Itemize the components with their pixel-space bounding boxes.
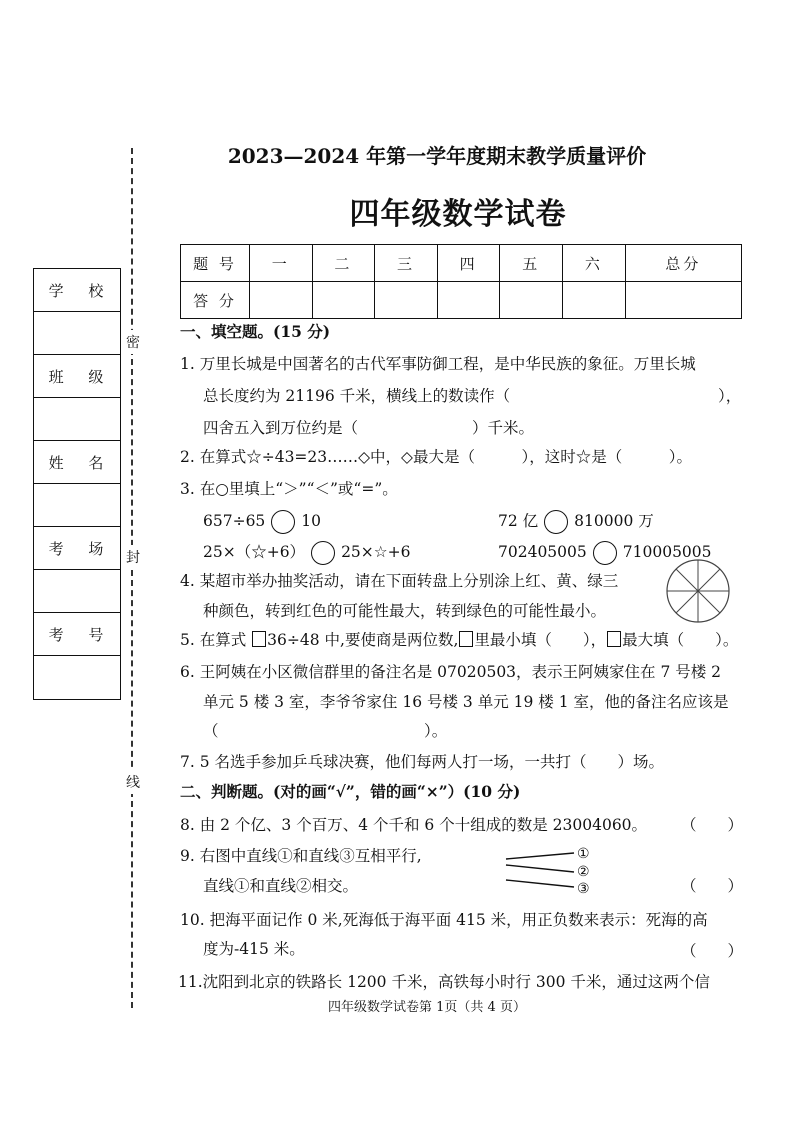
- score-header-cell: 二: [312, 245, 375, 282]
- q5-part1: 5. 在算式: [180, 631, 247, 649]
- q3-left-b: 72 亿: [498, 512, 539, 530]
- section1-heading: 一、填空题。(15 分): [180, 322, 331, 341]
- q3-left-d: 702405005: [498, 543, 587, 561]
- compare-circle[interactable]: [271, 510, 295, 534]
- spinner-wheel[interactable]: [660, 558, 736, 624]
- score-cell[interactable]: [500, 282, 563, 319]
- line-label-1: ①: [577, 846, 590, 862]
- q5-part4: 最大填（ ）。: [622, 631, 739, 649]
- blank-square[interactable]: [607, 631, 621, 647]
- q1-line2-close: ），: [718, 387, 742, 405]
- score-cell[interactable]: [437, 282, 500, 319]
- q3-item-c: [203, 541, 411, 565]
- q3: 3. 在○里填上“＞”“＜”或“=”。: [180, 480, 398, 498]
- parallel-lines-figure: [500, 843, 576, 895]
- q7: 7. 5 名选手参加乒乓球决赛，他们每两人打一场，一共打（ ）场。: [180, 753, 665, 771]
- student-info-box: [33, 268, 121, 700]
- score-cell[interactable]: [250, 282, 313, 319]
- class-field[interactable]: [34, 398, 120, 441]
- seal-word-xian: 线: [126, 770, 140, 794]
- q8: 8. 由 2 个亿、3 个百万、4 个千和 6 个十组成的数是 23004060。: [180, 816, 648, 834]
- page-footer: 四年级数学试卷第 1页（共 4 页）: [328, 1000, 526, 1015]
- section2-heading: 二、判断题。(对的画“√”，错的画“×”）(10 分): [180, 782, 521, 801]
- score-cell[interactable]: [312, 282, 375, 319]
- seal-word-mi: 密: [126, 330, 140, 354]
- score-table-header-row: [181, 245, 742, 282]
- q3-item-b: [498, 510, 654, 534]
- score-header-cell: 三: [375, 245, 438, 282]
- exam-room-label: 考 场: [34, 527, 120, 570]
- q3-left-c: 25×（☆+6）: [203, 543, 306, 561]
- compare-circle[interactable]: [544, 510, 568, 534]
- q8-answer-paren[interactable]: （ ）: [681, 816, 744, 834]
- score-header-cell: 五: [500, 245, 563, 282]
- class-label: 班 级: [34, 355, 120, 398]
- exam-number-field[interactable]: [34, 656, 120, 699]
- exam-title: 2023—2024 年第一学年度期末教学质量评价: [227, 144, 647, 168]
- q3-item-a: [203, 510, 321, 534]
- q9-line1: 9. 右图中直线①和直线③互相平行,: [180, 847, 422, 865]
- score-header-cell: 四: [437, 245, 500, 282]
- blank-square[interactable]: [252, 631, 266, 647]
- score-cell[interactable]: [375, 282, 438, 319]
- q3-right-c: 25×☆+6: [341, 543, 411, 561]
- line-label-3: ③: [577, 881, 590, 897]
- q10-line1: 10. 把海平面记作 0 米,死海低于海平面 415 米，用正负数来表示：死海的高: [180, 911, 708, 929]
- q3-right-a: 10: [301, 512, 322, 530]
- name-field[interactable]: [34, 484, 120, 527]
- q6-line2: 单元 5 楼 3 室，李爷爷家住 16 号楼 3 单元 19 楼 1 室，他的备注名应该是: [203, 693, 729, 711]
- score-header-cell: 一: [250, 245, 313, 282]
- school-field[interactable]: [34, 312, 120, 355]
- q1-line3-close: ）千米。: [472, 419, 535, 437]
- school-label: 学 校: [34, 269, 120, 312]
- q10-line2: 度为-415 米。: [203, 940, 305, 958]
- q6-line3-close: ）。: [424, 722, 448, 740]
- score-header-cell: 六: [563, 245, 626, 282]
- q3-right-d: 710005005: [622, 543, 712, 561]
- q4-line2: 种颜色，转到红色的可能性最大，转到绿色的可能性最小。: [203, 602, 607, 620]
- q1-line3: 四舍五入到万位约是（: [203, 419, 359, 437]
- score-header-cell: 总分: [625, 245, 741, 282]
- q4-line1: 4. 某超市举办抽奖活动，请在下面转盘上分别涂上红、黄、绿三: [180, 572, 619, 590]
- q3-right-b: 810000 万: [574, 512, 654, 530]
- q9-answer-paren[interactable]: （ ）: [681, 877, 744, 895]
- seal-word-feng: 封: [126, 545, 140, 569]
- score-table: [180, 244, 742, 319]
- score-cell[interactable]: [625, 282, 741, 319]
- exam-room-field[interactable]: [34, 570, 120, 613]
- compare-circle[interactable]: [311, 541, 335, 565]
- compare-circle[interactable]: [593, 541, 617, 565]
- score-header-cell: 题 号: [181, 245, 250, 282]
- line-label-2: ②: [577, 864, 590, 880]
- q5-part3: 里最小填（ ），: [474, 631, 607, 649]
- q1-line1: 1. 万里长城是中国著名的古代军事防御工程，是中华民族的象征。万里长城: [180, 355, 696, 373]
- q5: [180, 630, 738, 650]
- q2: 2. 在算式☆÷43=23……◇中，◇最大是（ ），这时☆是（ ）。: [180, 448, 692, 466]
- binding-dashed-line: [131, 148, 133, 1008]
- q10-answer-paren[interactable]: （ ）: [681, 942, 744, 960]
- blank-square[interactable]: [459, 631, 473, 647]
- q6-line3-open: （: [203, 722, 219, 740]
- name-label: 姓 名: [34, 441, 120, 484]
- score-cell[interactable]: [563, 282, 626, 319]
- q3-left-a: 657÷65: [203, 512, 266, 530]
- q1-line2: 总长度约为 21196 千米，横线上的数读作（: [203, 387, 511, 405]
- q5-part2: 36÷48 中,要使商是两位数,: [267, 631, 459, 649]
- exam-subtitle: 四年级数学试卷: [349, 197, 567, 232]
- score-row-label: 答 分: [181, 282, 250, 319]
- score-table-score-row: [181, 282, 742, 319]
- q11-line1: 11.沈阳到北京的铁路长 1200 千米，高铁每小时行 300 千米，通过这两个信: [178, 973, 710, 991]
- q9-line2: 直线①和直线②相交。: [203, 877, 359, 895]
- q6-line1: 6. 王阿姨在小区微信群里的备注名是 07020503，表示王阿姨家住在 7 号楼 2: [180, 663, 722, 681]
- exam-number-label: 考 号: [34, 613, 120, 656]
